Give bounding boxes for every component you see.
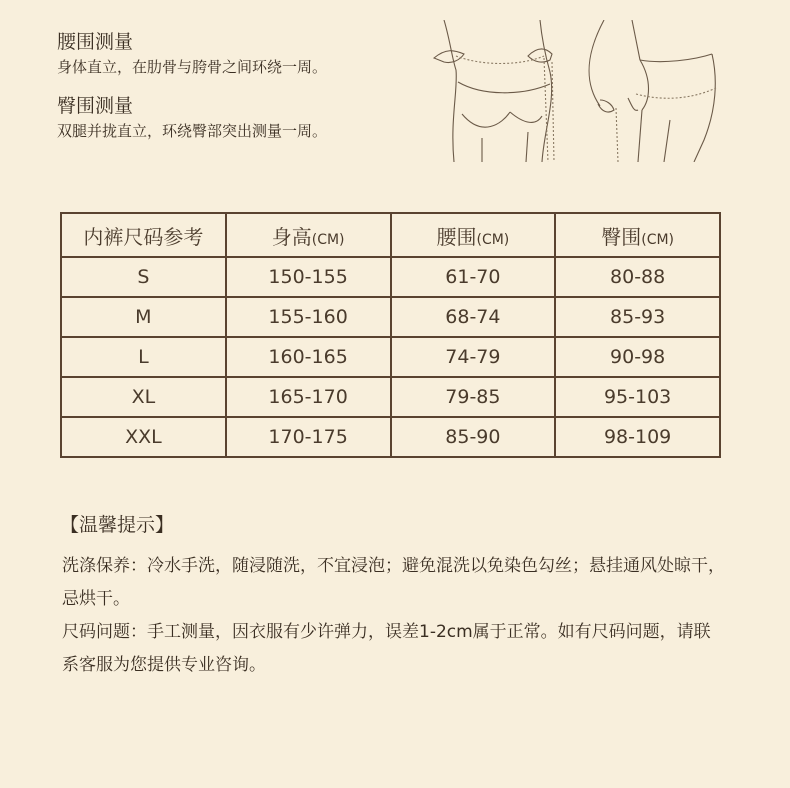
- header-waist: 腰围(CM): [391, 213, 556, 257]
- size-table: [60, 212, 721, 458]
- cell-height: 150-155: [226, 257, 391, 297]
- header-hip: 臀围(CM): [555, 213, 720, 257]
- cell-hip: 90-98: [555, 337, 720, 377]
- cell-hip: 95-103: [555, 377, 720, 417]
- cell-size: S: [61, 257, 226, 297]
- table-row: [61, 337, 720, 377]
- cell-size: L: [61, 337, 226, 377]
- cell-height: 155-160: [226, 297, 391, 337]
- cell-hip: 98-109: [555, 417, 720, 457]
- cell-height: 165-170: [226, 377, 391, 417]
- cell-waist: 79-85: [391, 377, 556, 417]
- table-header-row: [61, 213, 720, 257]
- tips-body: [62, 550, 727, 682]
- cell-waist: 68-74: [391, 297, 556, 337]
- table-row: [61, 257, 720, 297]
- measure-illustration: [432, 20, 722, 162]
- waist-measure-block: [57, 30, 327, 78]
- cell-waist: 61-70: [391, 257, 556, 297]
- cell-waist: 85-90: [391, 417, 556, 457]
- cell-height: 170-175: [226, 417, 391, 457]
- cell-size: M: [61, 297, 226, 337]
- hip-measure-desc: 双腿并拢直立，环绕臀部突出测量一周。: [57, 122, 328, 140]
- tips-size: 尺码问题：手工测量，因衣服有少许弹力，误差1-2cm属于正常。如有尺码问题，请联系客服为您提供专业咨询。: [62, 622, 711, 675]
- header-size: 内裤尺码参考: [61, 213, 226, 257]
- tips-care: 洗涤保养：冷水手洗，随浸随洗，不宜浸泡；避免混洗以免染色勾丝；悬挂通风处晾干，忌烘干。: [62, 556, 725, 609]
- table-row: [61, 417, 720, 457]
- cell-hip: 80-88: [555, 257, 720, 297]
- cell-waist: 74-79: [391, 337, 556, 377]
- table-row: [61, 377, 720, 417]
- hip-measure-block: [57, 94, 327, 142]
- cell-size: XXL: [61, 417, 226, 457]
- tips-title: 【温馨提示】: [60, 514, 175, 536]
- table-row: [61, 297, 720, 337]
- cell-size: XL: [61, 377, 226, 417]
- waist-measure-desc: 身体直立，在肋骨与胯骨之间环绕一周。: [57, 58, 328, 76]
- header-height: 身高(CM): [226, 213, 391, 257]
- cell-hip: 85-93: [555, 297, 720, 337]
- hip-measure-title: 臀围测量: [57, 95, 134, 117]
- waist-measure-title: 腰围测量: [57, 31, 134, 53]
- cell-height: 160-165: [226, 337, 391, 377]
